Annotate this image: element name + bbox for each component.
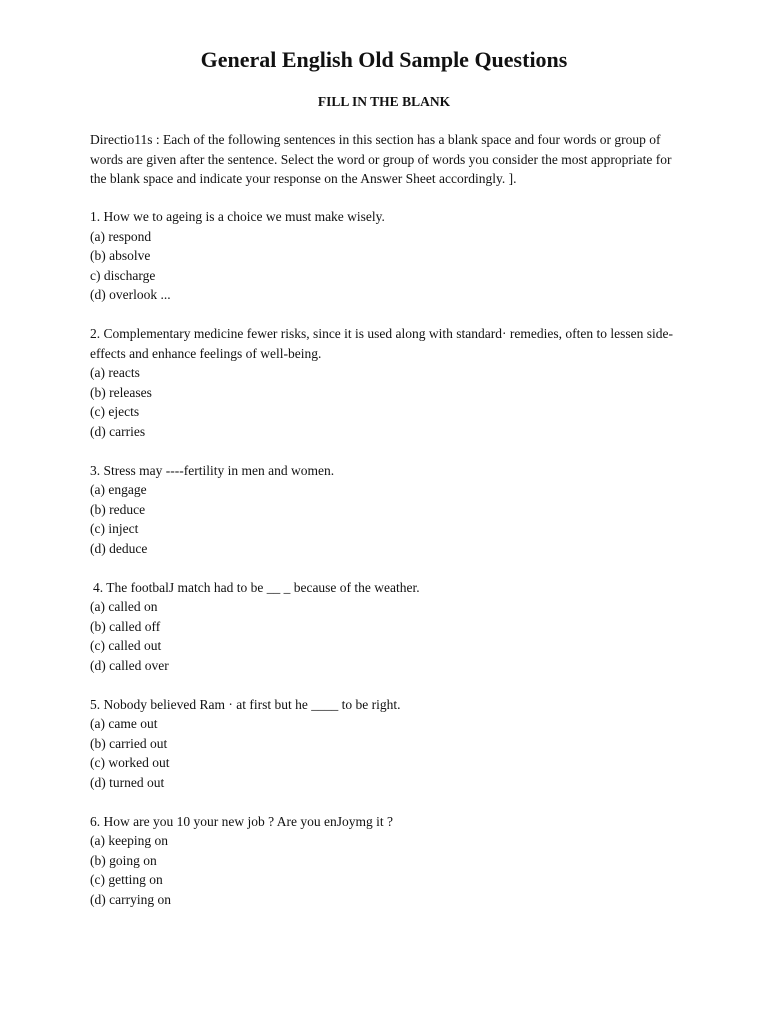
question-stem: 1. How we to ageing is a choice we must make wisely. [90,209,385,224]
question-3 [90,461,680,559]
answer-option: (c) ejects [90,404,140,419]
answer-option: (b) going on [90,852,157,868]
question-stem: 2. Complementary medicine fewer risks, since it is used along with standard· remedies, often to lessen side-effects and enhance feelings of well-being. [90,326,673,361]
answer-option: (a) came out [90,716,158,731]
answer-option: (d) turned out [90,774,165,790]
question-4 [90,578,680,676]
answer-option: (b) releases [90,384,152,400]
answer-option: (a) keeping on [90,833,168,848]
question-stem: 3. Stress may ----fertility in men and women. [90,462,335,478]
question-2 [90,324,680,441]
question-list [90,207,680,929]
answer-option: (d) called over [90,657,169,673]
question-stem: 6. How are you 10 your new job ? Are you enJoymg it ? [90,813,393,829]
answer-option: (d) deduce [90,540,148,556]
answer-option: (c) called out [90,638,162,653]
answer-option: (b) carried out [90,735,168,751]
question-5 [90,695,680,793]
answer-option: c) discharge [90,267,156,283]
answer-option: (d) overlook ... [90,287,171,302]
answer-option: (b) absolve [90,248,151,263]
answer-option: (b) reduce [90,501,146,517]
answer-option: (d) carries [90,423,146,439]
answer-option: (c) worked out [90,755,170,770]
answer-option: (d) carrying on [90,891,171,907]
answer-option: (c) getting on [90,872,163,887]
answer-option: (a) reacts [90,365,140,380]
question-6 [90,812,680,910]
answer-option: (b) called off [90,618,161,634]
question-stem: 4. The footbalJ match had to be __ _ because of the weather. [93,579,420,595]
answer-option: (a) called on [90,599,158,614]
directions-paragraph: Directio11s : Each of the following sentences in this section has a blank space and four words or group of words are given after the sentence. Select the word or group of words you consider the most appropriate for the blank space and indicate your response on the Answer Sheet accordingly. ]. [90,132,672,186]
question-1 [90,207,680,305]
answer-option: (a) respond [90,228,152,244]
section-heading: FILL IN THE BLANK [317,94,451,109]
answer-option: (c) inject [90,521,139,536]
answer-option: (a) engage [90,482,147,497]
question-stem: 5. Nobody believed Ram · at first but he ____ to be right. [90,696,401,712]
document-title: General English Old Sample Questions [200,47,568,72]
